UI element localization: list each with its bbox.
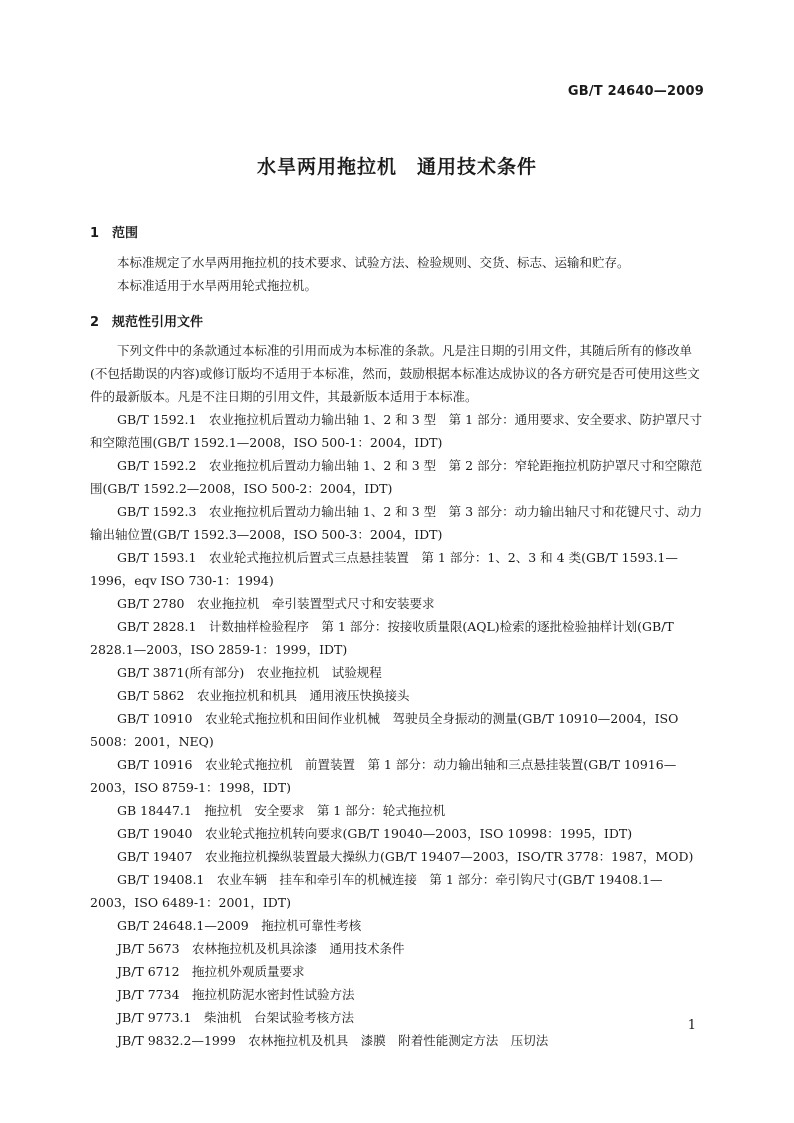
page-number: 1 [687,1018,696,1033]
reference-entry: JB/T 9773.1 柴油机 台架试验考核方法 [117,1010,354,1025]
reference-entry: GB/T 1592.1 农业拖拉机后置动力输出轴 1、2 和 3 型 第 1 部分：通用要求、安全要求、防护罩尺寸和空隙范围(GB/T 1592.1—2008，ISO 500-1：2004，IDT) [90,412,703,450]
reference-entry: JB/T 7734 拖拉机防泥水密封性试验方法 [117,987,355,1002]
reference-entry: GB/T 10910 农业轮式拖拉机和田间作业机械 驾驶员全身振动的测量(GB/T 10910—2004，ISO 5008：2001，NEQ) [90,711,679,749]
reference-entry: GB/T 19407 农业拖拉机操纵装置最大操纵力(GB/T 19407—2003，ISO/TR 3778：1987，MOD) [117,849,694,864]
scope-paragraph: 本标准适用于水旱两用轮式拖拉机。 [117,278,318,293]
standard-code: GB/T 24640—2009 [567,84,704,99]
reference-entry: GB/T 1592.2 农业拖拉机后置动力输出轴 1、2 和 3 型 第 2 部分：窄轮距拖拉机防护罩尺寸和空隙范围(GB/T 1592.2—2008，ISO 500-2：2004，IDT) [90,458,703,496]
reference-entry: JB/T 6712 拖拉机外观质量要求 [117,964,305,979]
reference-entry: GB/T 5862 农业拖拉机和机具 通用液压快换接头 [117,688,410,703]
reference-entry: JB/T 9832.2—1999 农林拖拉机及机具 漆膜 附着性能测定方法 压切法 [117,1033,549,1048]
reference-entry: GB/T 2828.1 计数抽样检验程序 第 1 部分：按接收质量限(AQL)检索的逐批检验抽样计划(GB/T 2828.1—2003，ISO 2859-1：1999，IDT) [90,619,674,657]
section-scope-body [90,251,706,297]
reference-entry: GB/T 24648.1—2009 拖拉机可靠性考核 [117,918,362,933]
references-intro-paragraph: 下列文件中的条款通过本标准的引用而成为本标准的条款。凡是注日期的引用文件，其随后所有的修改单(不包括勘误的内容)或修订版均不适用于本标准，然而，鼓励根据本标准达成协议的各方研究是否可使用这些文件的最新版本。凡是不注日期的引用文件，其最新版本适用于本标准。 [90,343,700,404]
reference-entry: GB/T 1593.1 农业轮式拖拉机后置式三点悬挂装置 第 1 部分：1、2、3 和 4 类(GB/T 1593.1—1996，eqv ISO 730-1：1994) [90,550,678,588]
reference-entry: JB/T 5673 农林拖拉机及机具涂漆 通用技术条件 [117,941,405,956]
reference-entry: GB 18447.1 拖拉机 安全要求 第 1 部分：轮式拖拉机 [117,803,446,818]
section-references-body [90,339,706,1052]
reference-entry: GB/T 10916 农业轮式拖拉机 前置装置 第 1 部分：动力输出轴和三点悬挂装置(GB/T 10916—2003，ISO 8759-1：1998，IDT) [90,757,677,795]
reference-entry: GB/T 19040 农业轮式拖拉机转向要求(GB/T 19040—2003，ISO 10998：1995，IDT) [117,826,633,841]
document-title: 水旱两用拖拉机 通用技术条件 [256,156,537,178]
reference-entry: GB/T 3871(所有部分) 农业拖拉机 试验规程 [117,665,382,680]
reference-entry: GB/T 19408.1 农业车辆 挂车和牵引车的机械连接 第 1 部分：牵引钩尺寸(GB/T 19408.1—2003，ISO 6489-1：2001，IDT) [90,872,663,910]
scope-paragraph: 本标准规定了水旱两用拖拉机的技术要求、试验方法、检验规则、交货、标志、运输和贮存。 [117,255,630,270]
reference-entry: GB/T 1592.3 农业拖拉机后置动力输出轴 1、2 和 3 型 第 3 部分：动力输出轴尺寸和花键尺寸、动力输出轴位置(GB/T 1592.3—2008，ISO 500-3：2004，IDT) [90,504,703,542]
section-heading-normative-references: 2 规范性引用文件 [90,315,204,330]
section-heading-scope: 1 范围 [90,226,139,241]
reference-entry: GB/T 2780 农业拖拉机 牵引装置型式尺寸和安装要求 [117,596,435,611]
